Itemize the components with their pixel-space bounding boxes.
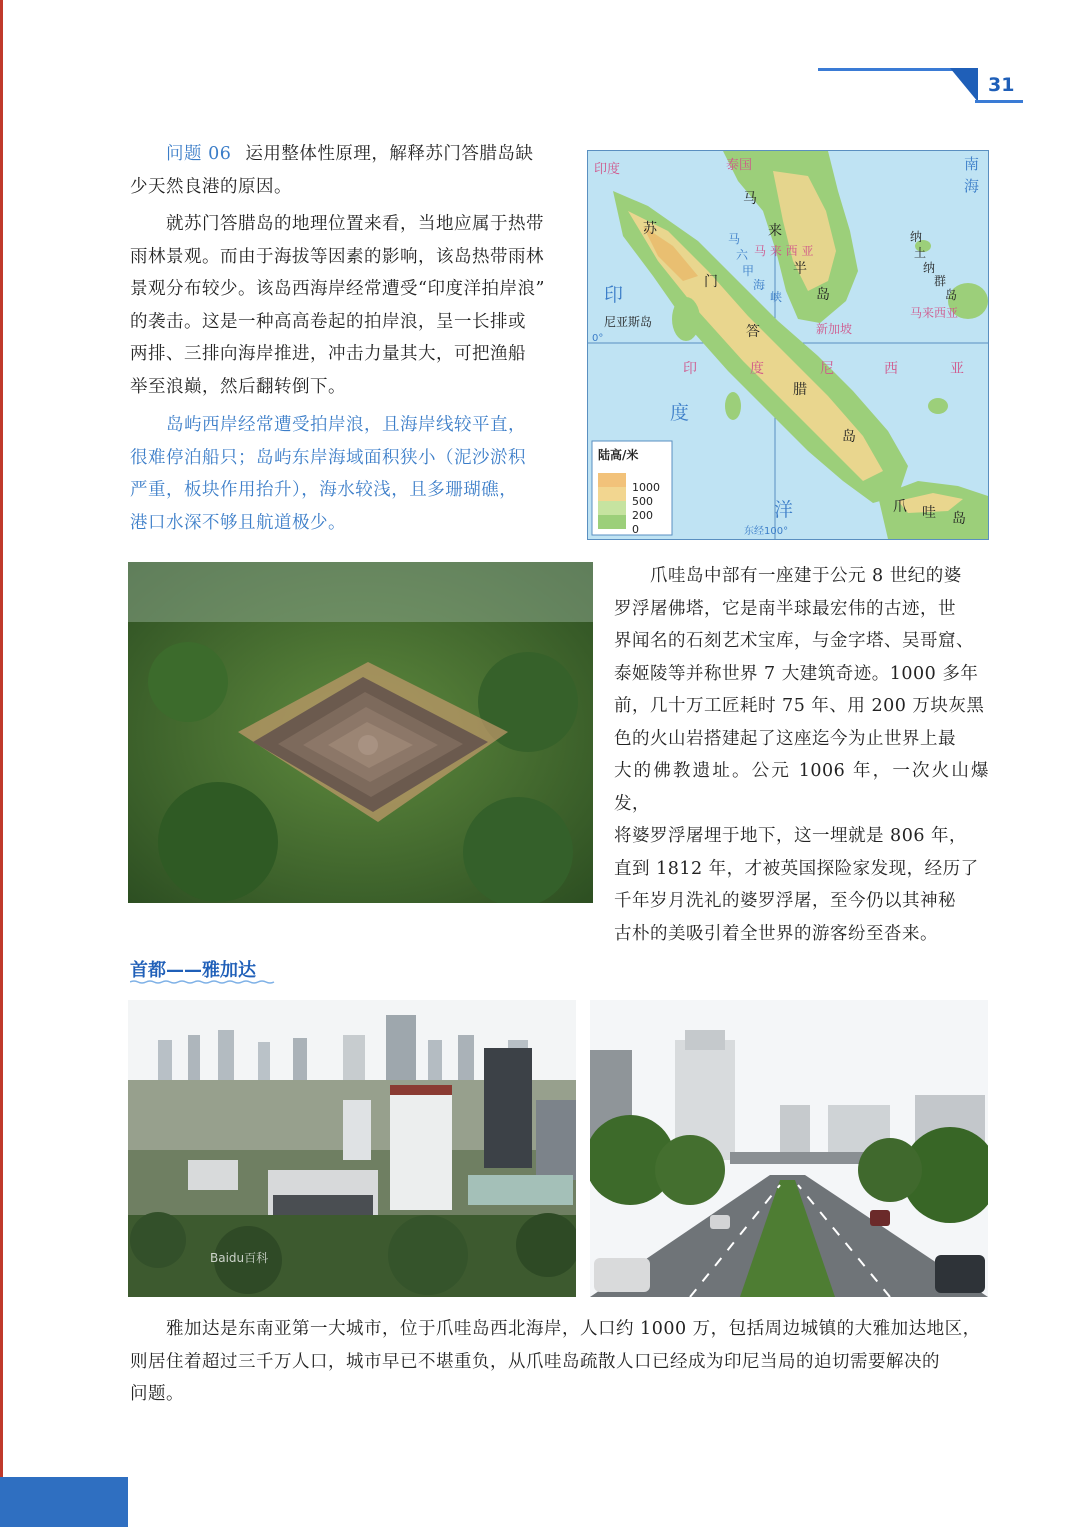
question-block bbox=[130, 138, 570, 203]
section-title-underline bbox=[130, 980, 278, 984]
map-label-natuna-5: 岛 bbox=[945, 288, 958, 302]
borobudur-line: 大的佛教遗址。公元 1006 年，一次火山爆发， bbox=[614, 761, 989, 814]
borobudur-line: 直到 1812 年，才被英国探险家发现，经历了 bbox=[614, 858, 979, 879]
legend-level: 0 bbox=[632, 523, 639, 536]
map-label-south-sea-1: 南 bbox=[964, 155, 980, 173]
map-label-malaysia-2: 马来西亚 bbox=[910, 306, 959, 320]
map-label-strait-3: 甲 bbox=[742, 264, 755, 278]
page-footer-bar bbox=[0, 1477, 128, 1527]
map-label-india: 印度 bbox=[594, 162, 621, 177]
mentawai-island bbox=[725, 392, 741, 420]
question-label: 问题 06 bbox=[166, 144, 232, 164]
analysis-line: 雨林景观。而由于海拔等因素的影响，该岛热带雨林 bbox=[130, 246, 544, 267]
borobudur-photo bbox=[128, 562, 593, 903]
legend-swatch-0 bbox=[598, 515, 626, 529]
map-label-da: 答 bbox=[746, 324, 760, 340]
question-line-1: 运用整体性原理，解释苏门答腊岛缺 bbox=[245, 144, 534, 164]
borobudur-line: 千年岁月洗礼的婆罗浮屠，至今仍以其神秘 bbox=[614, 891, 956, 911]
answer-line: 很难停泊船只；岛屿东岸海域面积狭小（泥沙淤积 bbox=[130, 447, 526, 468]
analysis-line: 的袭击。这是一种高高卷起的拍岸浪，呈一长排或 bbox=[130, 311, 526, 332]
map-label-dao2: 岛 bbox=[842, 429, 856, 445]
map-label-strait-4: 海 bbox=[753, 278, 766, 292]
map-label-su: 苏 bbox=[643, 221, 657, 237]
borobudur-paragraph bbox=[614, 560, 989, 950]
jakarta-skyline-photo bbox=[128, 1000, 576, 1297]
map-label-longitude: 东经100° bbox=[744, 526, 789, 537]
map-label-indonesia-2: 度 bbox=[750, 361, 764, 377]
legend-level: 500 bbox=[632, 495, 653, 508]
answer-line: 港口水深不够且航道极少。 bbox=[130, 512, 346, 533]
map-label-ocean-3: 洋 bbox=[774, 499, 794, 521]
legend-level: 1000 bbox=[632, 481, 660, 494]
bangka-island bbox=[928, 398, 948, 414]
borobudur-line: 泰姬陵等并称世界 7 大建筑奇迹。1000 多年 bbox=[614, 663, 979, 684]
map-label-singapore: 新加坡 bbox=[816, 322, 853, 336]
nias-island bbox=[672, 297, 700, 341]
borobudur-line: 将婆罗浮屠埋于地下，这一埋就是 806 年， bbox=[614, 826, 968, 846]
map-label-dao: 岛 bbox=[816, 287, 830, 303]
answer-line: 岛屿西岸经常遭受拍岸浪，且海岸线较平直， bbox=[166, 415, 526, 435]
answer-line: 严重，板块作用抬升），海水较浅，且多珊瑚礁， bbox=[130, 480, 518, 500]
question-line-2: 少天然良港的原因。 bbox=[130, 176, 292, 197]
borobudur-line: 色的火山岩搭建起了这座迄今为止世界上最 bbox=[614, 728, 956, 749]
legend-swatch-1000 bbox=[598, 473, 626, 487]
analysis-line: 举至浪巅，然后翻转倒下。 bbox=[130, 376, 346, 397]
map-label-ocean-1: 印 bbox=[604, 284, 624, 306]
map-label-thailand: 泰国 bbox=[726, 158, 753, 173]
jakarta-paragraph bbox=[130, 1313, 990, 1411]
map-label-strait-2: 六 bbox=[736, 248, 749, 262]
jakarta-line: 雅加达是东南亚第一大城市，位于爪哇岛西北海岸，人口约 1000 万，包括周边城镇的大雅加达地区， bbox=[166, 1319, 981, 1339]
map-label-men: 门 bbox=[704, 274, 718, 290]
baidu-watermark: Baidu百科 bbox=[210, 1251, 269, 1265]
map-label-natuna-1: 纳 bbox=[910, 230, 923, 244]
map-label-natuna-2: 土 bbox=[914, 246, 927, 260]
map-label-nias: 尼亚斯岛 bbox=[604, 315, 653, 329]
map-label-java-1: 爪 bbox=[893, 499, 907, 515]
map-label-ocean-2: 度 bbox=[670, 402, 690, 424]
map-label-ma: 马 bbox=[743, 191, 757, 207]
analysis-line: 景观分布较少。该岛西海岸经常遭受“印度洋拍岸浪” bbox=[130, 279, 545, 299]
map-label-la: 腊 bbox=[793, 382, 807, 398]
map-label-indonesia-1: 印 bbox=[683, 361, 697, 377]
map-label-lai: 来 bbox=[768, 223, 782, 239]
header-rule-right bbox=[975, 100, 1023, 103]
map-label-strait-1: 马 bbox=[728, 232, 741, 246]
analysis-line: 两排、三排向海岸推进，冲击力量其大，可把渔船 bbox=[130, 344, 526, 364]
sumatra-map bbox=[587, 150, 989, 540]
map-label-java-2: 哇 bbox=[922, 505, 936, 521]
borobudur-line: 古朴的美吸引着全世界的游客纷至沓来。 bbox=[614, 923, 938, 944]
page-edge-stripe bbox=[0, 0, 3, 1527]
jakarta-highway-photo bbox=[590, 1000, 988, 1297]
borobudur-line: 界闻名的石刻艺术宝库，与金字塔、吴哥窟、 bbox=[614, 631, 974, 651]
analysis-paragraph bbox=[130, 208, 570, 403]
map-label-malaysia-1: 马 来 西 亚 bbox=[754, 244, 814, 258]
map-label-strait-5: 峡 bbox=[770, 290, 783, 304]
borobudur-line: 前，几十万工匠耗时 75 年、用 200 万块灰黑 bbox=[614, 696, 985, 716]
jakarta-line: 问题。 bbox=[130, 1384, 184, 1404]
jakarta-line: 则居住着超过三千万人口，城市早已不堪重负，从爪哇岛疏散人口已经成为印尼当局的迫切需要解决的 bbox=[130, 1351, 940, 1372]
borobudur-line: 爪哇岛中部有一座建于公元 8 世纪的婆 bbox=[650, 566, 962, 586]
map-label-natuna-4: 群 bbox=[934, 274, 947, 288]
answer-paragraph bbox=[130, 409, 570, 539]
map-label-indonesia-4: 西 bbox=[884, 361, 898, 377]
legend-swatch-500 bbox=[598, 487, 626, 501]
section-title: 首都——雅加达 bbox=[130, 960, 256, 981]
map-label-ban: 半 bbox=[793, 261, 807, 277]
map-label-indonesia-3: 尼 bbox=[820, 361, 834, 377]
borobudur-line: 罗浮屠佛塔，它是南半球最宏伟的古迹，世 bbox=[614, 598, 956, 619]
map-label-indonesia-5: 亚 bbox=[950, 361, 964, 377]
legend-level: 200 bbox=[632, 509, 653, 522]
analysis-line: 就苏门答腊岛的地理位置来看，当地应属于热带 bbox=[166, 214, 544, 234]
map-label-south-sea-2: 海 bbox=[964, 177, 980, 195]
map-label-equator: 0° bbox=[592, 333, 604, 344]
header-tab-decoration bbox=[950, 68, 978, 102]
map-label-natuna-3: 纳 bbox=[923, 261, 936, 275]
legend-title: 陆高/米 bbox=[598, 448, 639, 462]
page-number: 31 bbox=[988, 74, 1015, 96]
legend-swatch-200 bbox=[598, 501, 626, 515]
map-legend bbox=[592, 441, 672, 536]
map-label-java-3: 岛 bbox=[952, 511, 966, 527]
